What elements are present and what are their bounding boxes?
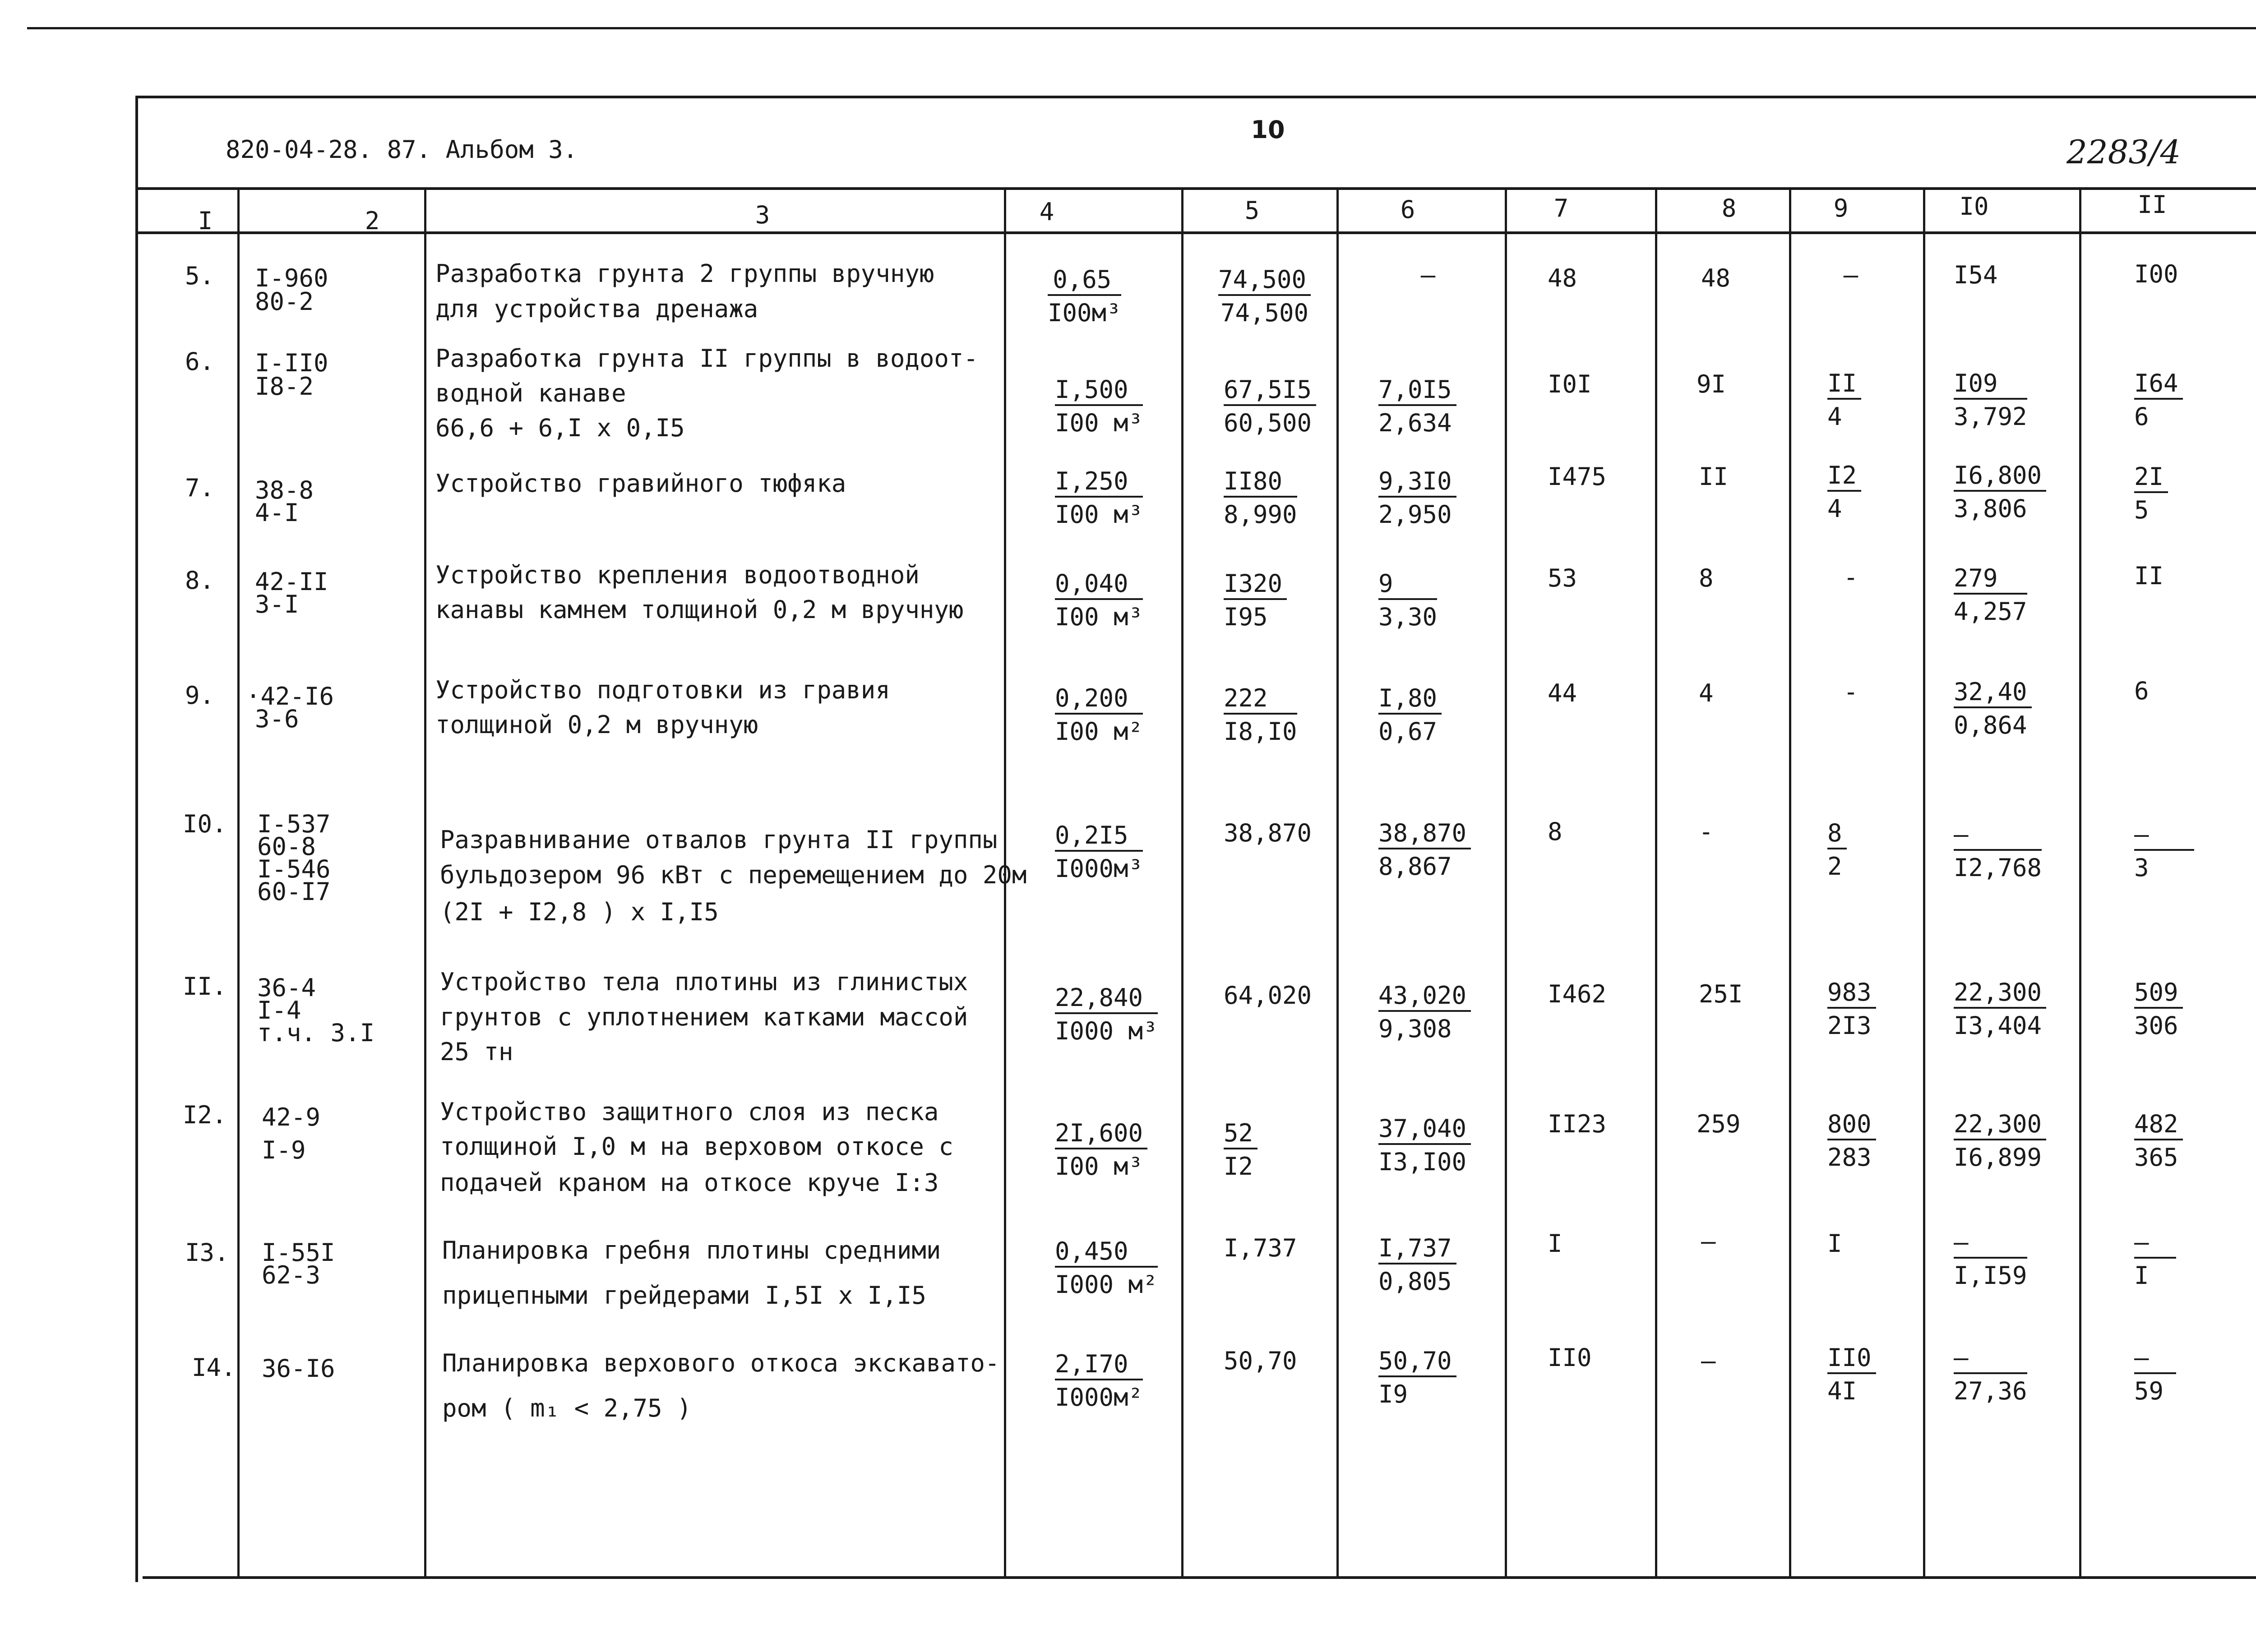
norm-code: 60-I7 <box>257 877 331 906</box>
row-number: 6. <box>185 347 215 376</box>
norm-code: I-II0 <box>255 349 328 377</box>
work-description: для устройства дренажа <box>435 295 758 323</box>
work-description: толщиной I,0 м на верховом откосе с <box>440 1132 953 1161</box>
column-7-value: I <box>1548 1229 1563 1258</box>
column-header: 6 <box>1400 195 1415 224</box>
column-7-value: I0I <box>1548 370 1592 398</box>
row-number: 7. <box>185 474 215 502</box>
work-description: ром ( m₁ < 2,75 ) <box>442 1394 692 1422</box>
column-11-value: $\frac{482}{365}$ <box>2134 1110 2183 1172</box>
quantity-value: 0,040 I00 м³ <box>1055 569 1143 631</box>
page-number: 10 <box>1251 115 1285 144</box>
work-description: Планировка гребня плотины средними <box>442 1236 941 1264</box>
work-description: канавы камнем толщиной 0,2 м вручную <box>435 595 964 624</box>
work-description: толщиной 0,2 м вручную <box>435 711 758 739</box>
sheet-code: 2283/4 <box>2066 133 2181 171</box>
unit-cost-value: $\frac{I320}{I95}$ <box>1224 569 1287 632</box>
column-8-value: 25I <box>1699 980 1743 1008</box>
column-11-value: $\frac{2I}{5}$ <box>2134 462 2168 525</box>
work-description: Разработка грунта 2 группы вручную <box>435 259 934 288</box>
column-8-value: 8 <box>1699 564 1714 592</box>
norm-code: ·42-I6 <box>246 682 334 711</box>
work-description: (2I + I2,8 ) x I,I5 <box>440 898 719 926</box>
column-8-value: 4 <box>1699 679 1714 707</box>
unit-cost-value: 64,020 <box>1224 981 1312 1010</box>
unit-cost-value: $\frac{222}{I8,I0}$ <box>1224 684 1297 746</box>
column-6-value: $\frac{9,3I0}{2,950}$ <box>1378 467 1456 529</box>
work-description: Устройство подготовки из гравия <box>435 676 890 704</box>
column-header: 7 <box>1553 194 1569 222</box>
column-divider <box>424 187 426 1578</box>
column-11-value: — I <box>2134 1228 2176 1290</box>
unit-cost-value: 50,70 <box>1224 1347 1297 1375</box>
column-header: II <box>2137 190 2167 219</box>
column-9-value: $\frac{II}{4}$ <box>1827 369 1861 431</box>
column-7-value: 8 <box>1548 817 1563 846</box>
row-number: I3. <box>185 1238 229 1267</box>
norm-code: 80-2 <box>255 287 314 316</box>
row-number: II. <box>183 972 227 1001</box>
norm-code: I-9 <box>262 1136 306 1164</box>
row-number: 9. <box>185 681 215 710</box>
work-description: водной канаве <box>435 379 626 407</box>
quantity-value: 0,65 I00м³ <box>1048 265 1121 327</box>
column-header: 3 <box>755 201 770 229</box>
norm-code: I8-2 <box>255 372 314 401</box>
column-8-value: — <box>1701 1227 1716 1255</box>
unit-cost-value: $\frac{74,500}{74,500}$ <box>1218 265 1311 328</box>
column-11-value: $\frac{509}{306}$ <box>2134 978 2183 1040</box>
row-number: 8. <box>185 566 215 595</box>
norm-code: I-4 <box>257 996 301 1024</box>
column-9-value: - <box>1843 678 1858 706</box>
norm-code: I-546 <box>257 855 331 883</box>
work-description: 66,6 + 6,I x 0,I5 <box>435 414 685 442</box>
norm-code: I-537 <box>257 810 331 838</box>
column-8-value: — <box>1701 1347 1716 1375</box>
column-10-value: — 27,36 <box>1954 1343 2027 1405</box>
column-7-value: II0 <box>1548 1343 1592 1372</box>
work-description: Разработка грунта II группы в водоот- <box>435 344 978 373</box>
norm-code: I-960 <box>255 264 328 292</box>
quantity-value: 0,200 I00 м² <box>1055 684 1143 746</box>
column-9-value: $\frac{8}{2}$ <box>1827 819 1847 881</box>
column-header: 9 <box>1833 194 1849 222</box>
unit-cost-value: I,737 <box>1224 1234 1297 1262</box>
column-6-value: $\frac{38,870}{8,867}$ <box>1378 819 1471 881</box>
column-header: 4 <box>1039 198 1054 226</box>
column-11-value: 6 <box>2134 677 2149 705</box>
column-divider <box>1181 187 1183 1578</box>
column-7-value: I475 <box>1548 462 1607 491</box>
header-separator <box>135 187 2256 190</box>
table-top-border <box>135 96 2256 98</box>
quantity-value: I,500 I00 м³ <box>1055 375 1143 437</box>
norm-code: 42-9 <box>262 1103 321 1131</box>
table-bottom-border <box>143 1576 2256 1579</box>
table-left-border <box>135 96 138 1582</box>
work-description: 25 тн <box>440 1038 513 1066</box>
row-number: I4. <box>192 1353 236 1382</box>
norm-code: 36-4 <box>257 974 316 1002</box>
work-description: грунтов с уплотнением катками массой <box>440 1003 968 1031</box>
column-10-value: $\frac{22,300}{I6,899}$ <box>1954 1110 2046 1172</box>
column-7-value: 48 <box>1548 264 1577 292</box>
column-8-value: - <box>1699 817 1714 846</box>
column-8-value: 9I <box>1697 370 1726 398</box>
column-10-value: $\frac{32,40}{0,864}$ <box>1954 678 2032 740</box>
norm-code: 60-8 <box>257 832 316 861</box>
work-description: Устройство крепления водоотводной <box>435 561 920 589</box>
norm-code: 62-3 <box>262 1261 321 1289</box>
column-divider <box>1505 187 1507 1578</box>
column-11-value: II <box>2134 562 2164 590</box>
quantity-value: 0,2I5 I000м³ <box>1055 821 1143 883</box>
column-10-value: $\frac{279}{4,257}$ <box>1954 564 2027 626</box>
column-6-value: $\frac{43,020}{9,308}$ <box>1378 981 1471 1043</box>
quantity-value: I,250 I00 м³ <box>1055 467 1143 529</box>
column-10-value: $\frac{I09}{3,792}$ <box>1954 369 2027 431</box>
unit-cost-value: $\frac{II80}{8,990}$ <box>1224 467 1297 529</box>
column-11-value: — 59 <box>2134 1343 2176 1406</box>
work-description: прицепными грейдерами I,5I x I,I5 <box>442 1281 926 1310</box>
row-number: I0. <box>183 810 227 838</box>
top-page-rule <box>27 27 2256 29</box>
work-description: Разравнивание отвалов грунта II группы <box>440 826 998 854</box>
row-number: I2. <box>183 1101 227 1129</box>
column-8-value: 259 <box>1697 1110 1741 1138</box>
norm-code: 3-I <box>255 590 299 618</box>
norm-code: т.ч. 3.I <box>257 1019 375 1047</box>
column-10-value: I54 <box>1954 261 1998 289</box>
column-7-value: I462 <box>1548 980 1607 1008</box>
row-number: 5. <box>185 262 215 290</box>
column-header: I <box>198 207 213 235</box>
column-header: 5 <box>1244 196 1260 225</box>
column-10-value: $\frac{22,300}{I3,404}$ <box>1954 978 2046 1040</box>
quantity-value: 22,840 I000 м³ <box>1055 983 1158 1045</box>
column-divider <box>1655 187 1657 1578</box>
column-header-separator <box>135 231 2256 234</box>
quantity-value: 0,450 I000 м² <box>1055 1237 1158 1299</box>
column-10-value: $\frac{I6,800}{3,806}$ <box>1954 461 2046 523</box>
column-8-value: 48 <box>1701 264 1731 292</box>
column-6-value: $\frac{37,040}{I3,I00}$ <box>1378 1114 1471 1177</box>
norm-code: 42-II <box>255 568 328 596</box>
column-9-value: — <box>1843 261 1858 289</box>
album-reference: 820-04-28. 87. Альбом 3. <box>226 135 578 164</box>
column-9-value: $\frac{983}{2I3}$ <box>1827 978 1876 1040</box>
unit-cost-value: $\frac{52}{I2}$ <box>1224 1119 1257 1181</box>
unit-cost-value: $\frac{67,5I5}{60,500}$ <box>1224 375 1316 438</box>
column-header: I0 <box>1959 192 1989 221</box>
column-divider <box>1336 187 1339 1578</box>
column-11-value: I00 <box>2134 260 2178 288</box>
column-10-value: — I,I59 <box>1954 1228 2027 1290</box>
work-description: Устройство защитного слоя из песка <box>440 1098 939 1126</box>
column-6-value: $\frac{I,80}{0,67}$ <box>1378 684 1442 746</box>
column-8-value: II <box>1699 462 1729 491</box>
column-divider <box>1923 187 1925 1578</box>
column-9-value: $\frac{II0}{4I}$ <box>1827 1343 1876 1406</box>
unit-cost-value: 38,870 <box>1224 819 1312 847</box>
work-description: Устройство тела плотины из глинистых <box>440 968 968 996</box>
work-description: бульдозером 96 кВт с перемещением до 20м <box>440 861 1027 889</box>
norm-code: 4-I <box>255 498 299 527</box>
column-11-value: $\frac{I64}{6}$ <box>2134 369 2183 431</box>
column-6-value: $\frac{9}{3,30}$ <box>1378 569 1438 631</box>
column-7-value: 53 <box>1548 564 1577 592</box>
column-9-value: - <box>1843 563 1858 591</box>
column-divider <box>1789 187 1791 1578</box>
column-9-value: I <box>1827 1229 1842 1258</box>
column-divider <box>237 187 240 1578</box>
quantity-value: 2I,600 I00 м³ <box>1055 1119 1147 1181</box>
work-description: Планировка верхового откоса экскавато- <box>442 1349 1000 1377</box>
norm-code: I-55I <box>262 1238 335 1267</box>
norm-code: 38-8 <box>255 476 314 504</box>
column-9-value: $\frac{800}{283}$ <box>1827 1110 1876 1172</box>
column-divider <box>2079 187 2081 1578</box>
norm-code: 3-6 <box>255 705 299 733</box>
quantity-value: 2,I70 I000м² <box>1055 1350 1143 1412</box>
column-7-value: 44 <box>1548 679 1577 707</box>
work-description: подачей краном на откосе круче I:3 <box>440 1168 939 1197</box>
column-header: 2 <box>365 207 380 235</box>
column-6-value: — <box>1420 261 1436 289</box>
column-header: 8 <box>1721 194 1737 222</box>
column-6-value: $\frac{7,0I5}{2,634}$ <box>1378 375 1456 438</box>
column-6-value: $\frac{50,70}{I9}$ <box>1378 1347 1456 1409</box>
work-description: Устройство гравийного тюфяка <box>435 469 846 498</box>
norm-code: 36-I6 <box>262 1354 335 1383</box>
column-11-value: – 3 <box>2134 820 2194 882</box>
column-10-value: – I2,768 <box>1954 820 2042 882</box>
column-7-value: II23 <box>1548 1110 1607 1138</box>
column-9-value: $\frac{I2}{4}$ <box>1827 461 1861 523</box>
column-6-value: $\frac{I,737}{0,805}$ <box>1378 1234 1456 1296</box>
